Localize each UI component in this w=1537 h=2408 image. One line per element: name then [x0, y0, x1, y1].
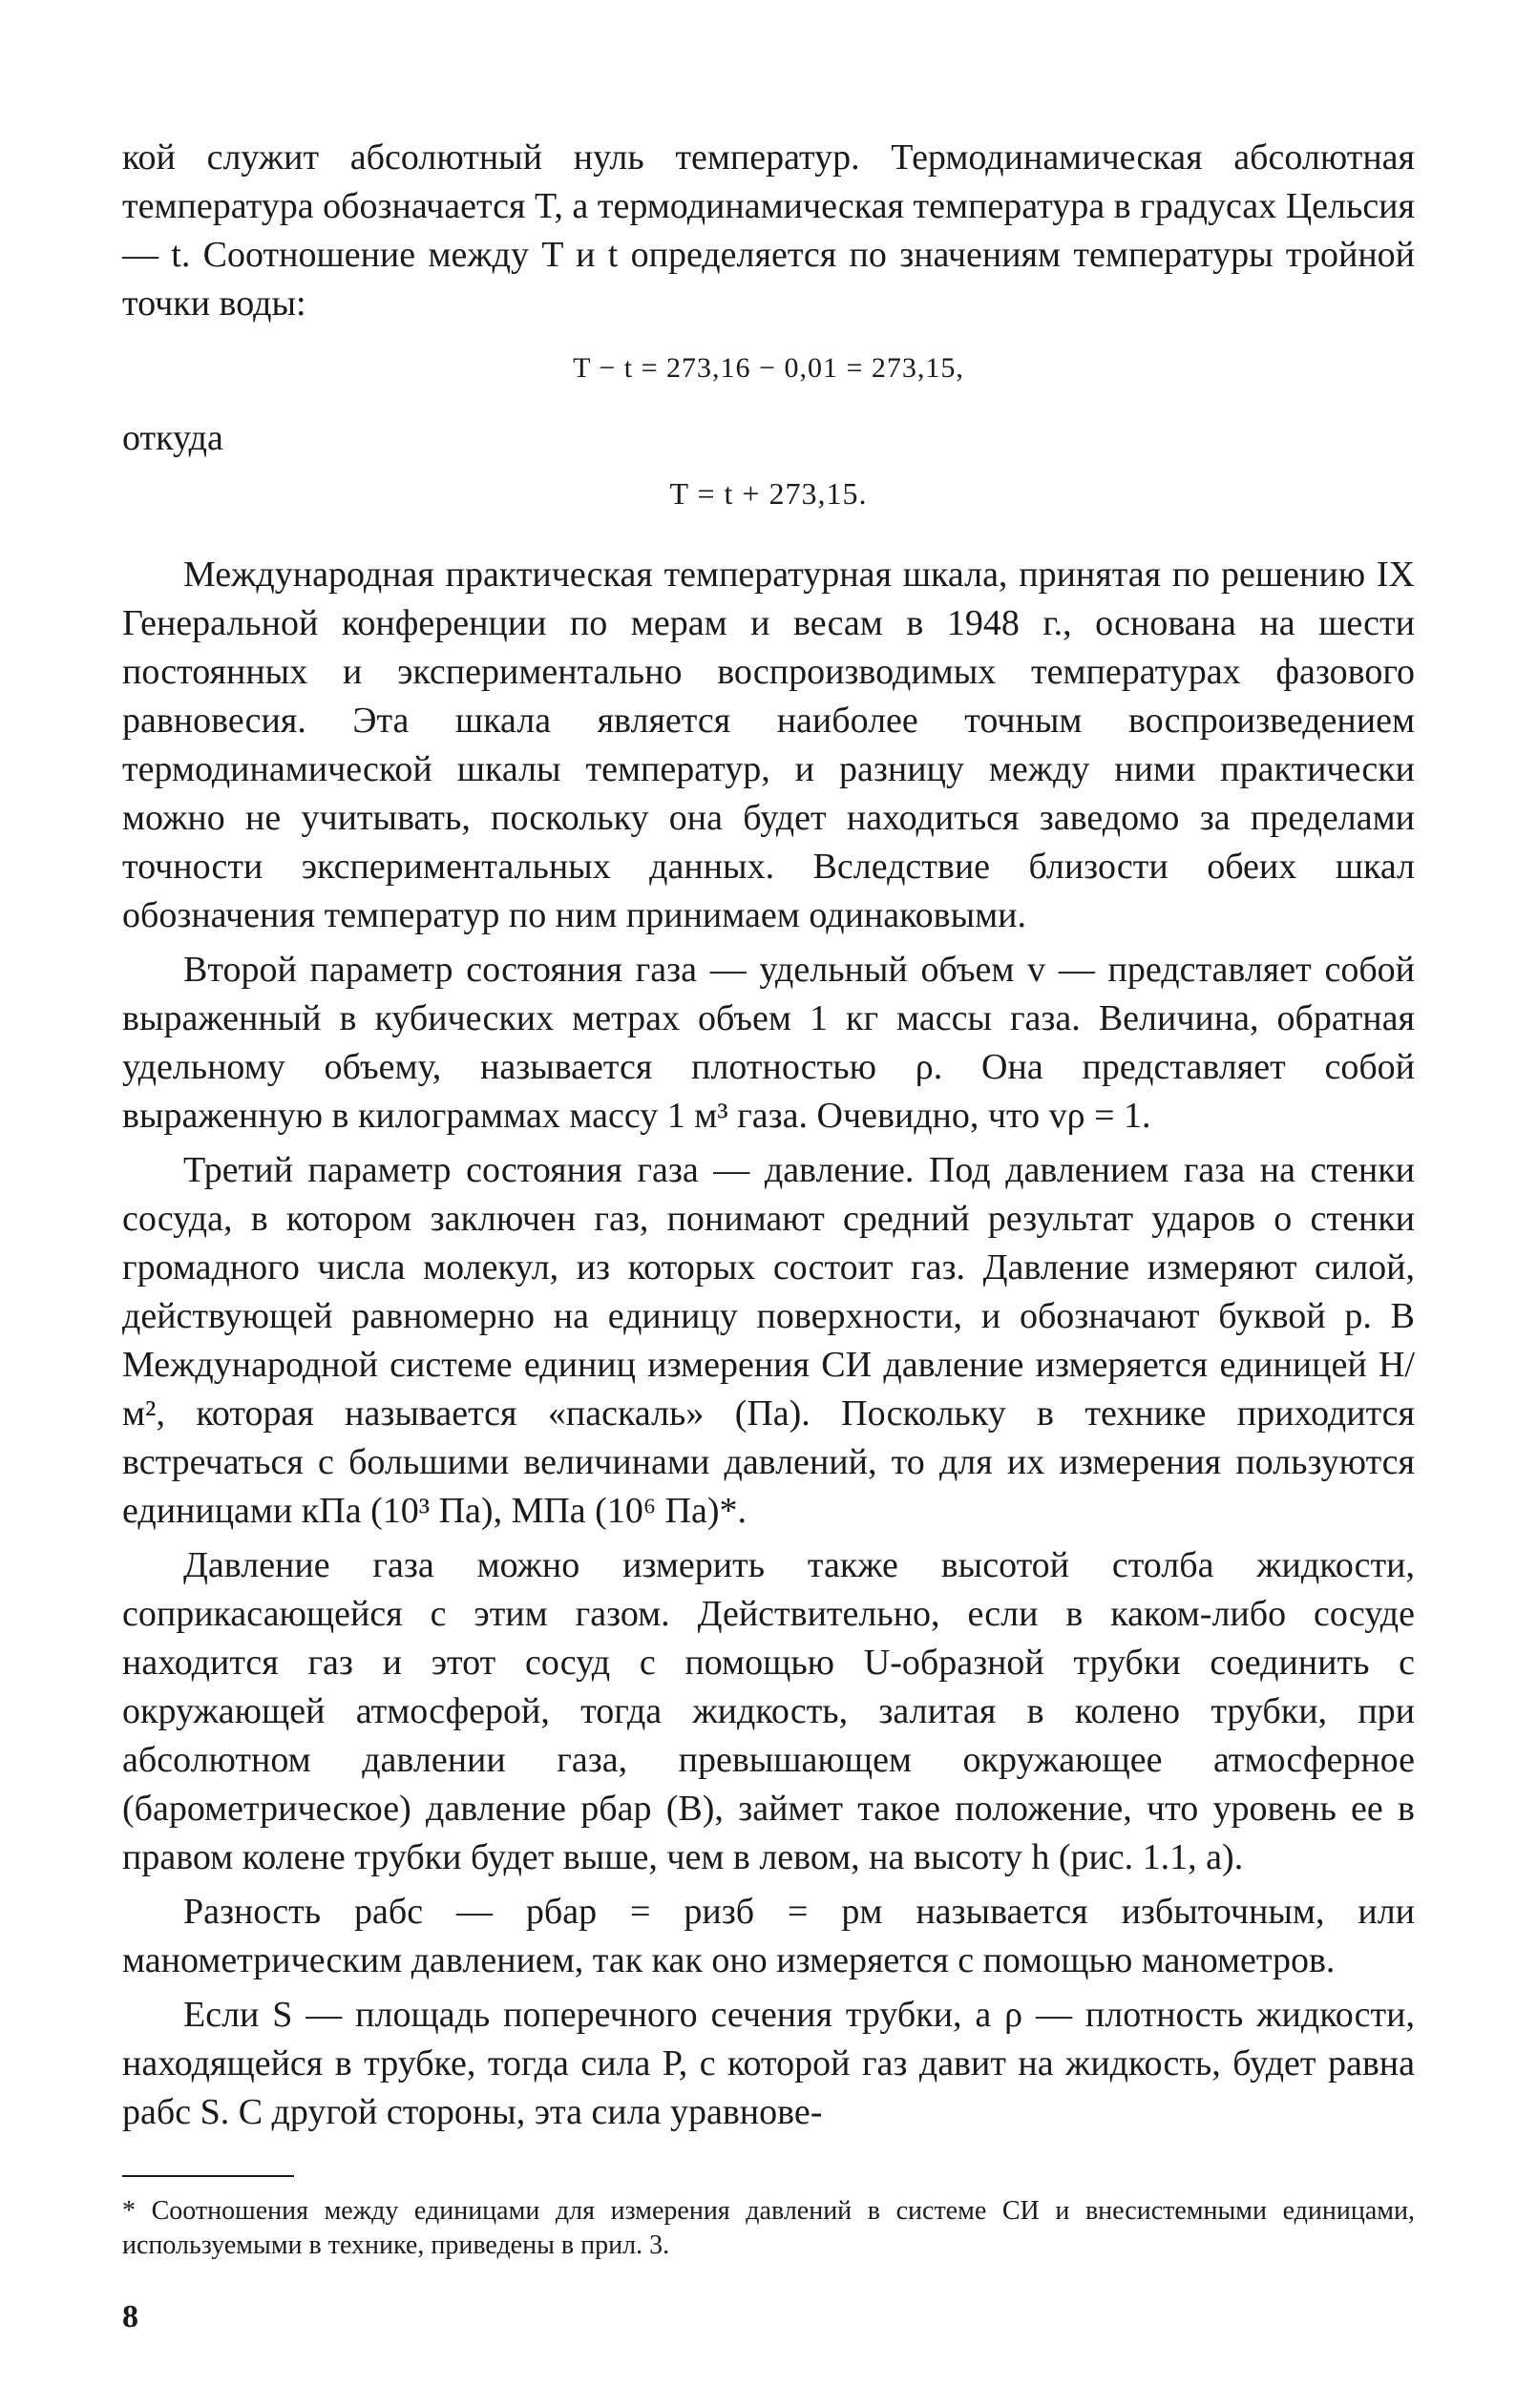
- paragraph-pressure: Третий параметр состояния газа — давление. Под давлением газа на стенки сосуда, в котором заключен газ, понимают средний результат ударов о стенки громадного числа молекул, из которых состоит газ. Давление измеряют силой, действующей равномерно на единицу поверхности, и обозначают буквой p. В Международной системе единиц измерения СИ давление измеряется единицей Н/м², которая называется «паскаль» (Па). Поскольку в технике приходится встречаться с большими величинами давлений, то для их измерения пользуются единицами кПа (10³ Па), МПа (10⁶ Па)*.: [122, 1150, 1415, 1531]
- footnote-divider: [122, 2175, 294, 2177]
- paragraph-temperature-scale: Международная практическая температурная шкала, принятая по решению IX Генеральной конференции по мерам и весам в 1948 г., основана на шести постоянных и экспериментально воспроизводимых температурах фазового равновесия. Эта шкала является наиболее точным воспроизведением термодинамической шкалы температур, и разницу между ними практически можно не учитывать, поскольку она будет находиться заведомо за пределами точности экспериментальных данных. Вследствие близости обеих шкал обозначения температур по ним принимаем одинаковыми.: [122, 555, 1415, 935]
- footnote: * Соотношения между единицами для измерения давлений в системе СИ и внесистемными единицами, используемыми в технике, приведены в прил. 3.: [122, 2196, 1415, 2260]
- formula-triple-point: T − t = 273,16 − 0,01 = 273,15,: [573, 352, 964, 384]
- text-whence: откуда: [122, 418, 223, 458]
- main-text: [122, 134, 1415, 2137]
- formula-kelvin-celsius: T = t + 273,15.: [669, 476, 868, 511]
- paragraph-continuation: кой служит абсолютный нуль температур. Термодинамическая абсолютная температура обозначается T, а термодинамическая температура в градусах Цельсия — t. Соотношение между T и t определяется по значениям температуры тройной точки воды:: [122, 137, 1415, 324]
- page-number: 8: [122, 2299, 138, 2335]
- paragraph-gauge-pressure: Разность pабс — pбар = pизб = pм называется избыточным, или манометрическим давлением, так как оно измеряется с помощью манометров.: [122, 1892, 1415, 1980]
- paragraph-liquid-column: Давление газа можно измерить также высотой столба жидкости, соприкасающейся с этим газом. Действительно, если в каком-либо сосуде находится газ и этот сосуд с помощью U-образной трубки соединить с окружающей атмосферой, тогда жидкость, залитая в колено трубки, при абсолютном давлении газа, превышающем окружающее атмосферное (барометрическое) давление pбар (B), займет такое положение, что уровень ее в правом колене трубки будет выше, чем в левом, на высоту h (рис. 1.1, a).: [122, 1545, 1415, 1877]
- paragraph-specific-volume: Второй параметр состояния газа — удельный объем v — представляет собой выраженный в кубических метрах объем 1 кг массы газа. Величина, обратная удельному объему, называется плотностью ρ. Она представляет собой выраженную в килограммах массу 1 м³ газа. Очевидно, что vρ = 1.: [122, 950, 1415, 1136]
- paragraph-force: Если S — площадь поперечного сечения трубки, а ρ — плотность жидкости, находящейся в трубке, тогда сила P, с которой газ давит на жидкость, будет равна pабс S. С другой стороны, эта сила уравнове-: [122, 1995, 1415, 2132]
